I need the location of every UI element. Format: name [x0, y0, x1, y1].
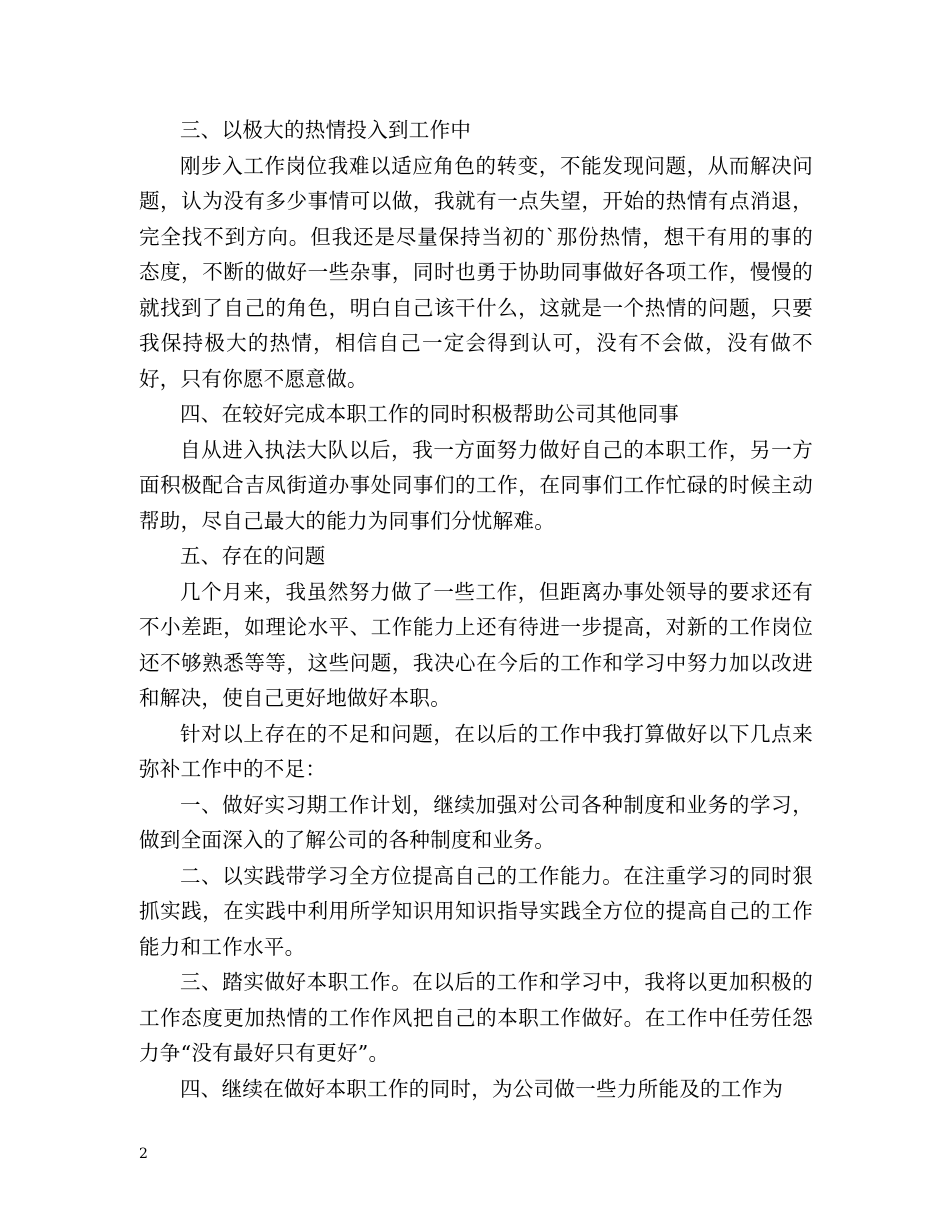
paragraph-plan-intro: 针对以上存在的不足和问题，在以后的工作中我打算做好以下几点来弥补工作中的不足：: [139, 721, 813, 781]
heading-problems: 五、存在的问题: [180, 544, 326, 568]
plan-item-1: 一、做好实习期工作计划，继续加强对公司各种制度和业务的学习，做到全面深入的了解公司的各种制度和业务。: [139, 792, 813, 852]
paragraph-problems: 几个月来，我虽然努力做了一些工作，但距离办事处领导的要求还有不小差距，如理论水平、工作能力上还有待进一步提高，对新的工作岗位还不够熟悉等等，这些问题，我决心在今后的工作和学习中努力加以改进和解决，使自己更好地做好本职。: [139, 579, 813, 710]
heading-enthusiasm: 三、以极大的热情投入到工作中: [180, 118, 472, 142]
heading-help-colleagues: 四、在较好完成本职工作的同时积极帮助公司其他同事: [180, 402, 680, 426]
page-number: 2: [139, 1146, 148, 1162]
plan-item-2: 二、以实践带学习全方位提高自己的工作能力。在注重学习的同时狠抓实践，在实践中利用所学知识用知识指导实践全方位的提高自己的工作能力和工作水平。: [139, 863, 813, 959]
plan-item-4: 四、继续在做好本职工作的同时，为公司做一些力所能及的工作为: [180, 1076, 784, 1101]
document-body: [139, 113, 813, 1107]
plan-item-3: 三、踏实做好本职工作。在以后的工作和学习中，我将以更加积极的工作态度更加热情的工作作风把自己的本职工作做好。在工作中任劳任怨力争“没有最好只有更好”。: [139, 970, 813, 1065]
paragraph-enthusiasm: 刚步入工作岗位我难以适应角色的转变，不能发现问题，从而解决问题，认为没有多少事情可以做，我就有一点失望，开始的热情有点消退，完全找不到方向。但我还是尽量保持当初的`那份热情，想干有用的事的态度，不断的做好一些杂事，同时也勇于协助同事做好各项工作，慢慢的就找到了自己的角色，明白自己该干什么，这就是一个热情的问题，只要我保持极大的热情，相信自己一定会得到认可，没有不会做，没有做不好，只有你愿不愿意做。: [139, 153, 813, 391]
paragraph-help-colleagues: 自从进入执法大队以后，我一方面努力做好自己的本职工作，另一方面积极配合吉凤街道办事处同事们的工作，在同事们工作忙碌的时候主动帮助，尽自己最大的能力为同事们分忧解难。: [139, 437, 813, 533]
